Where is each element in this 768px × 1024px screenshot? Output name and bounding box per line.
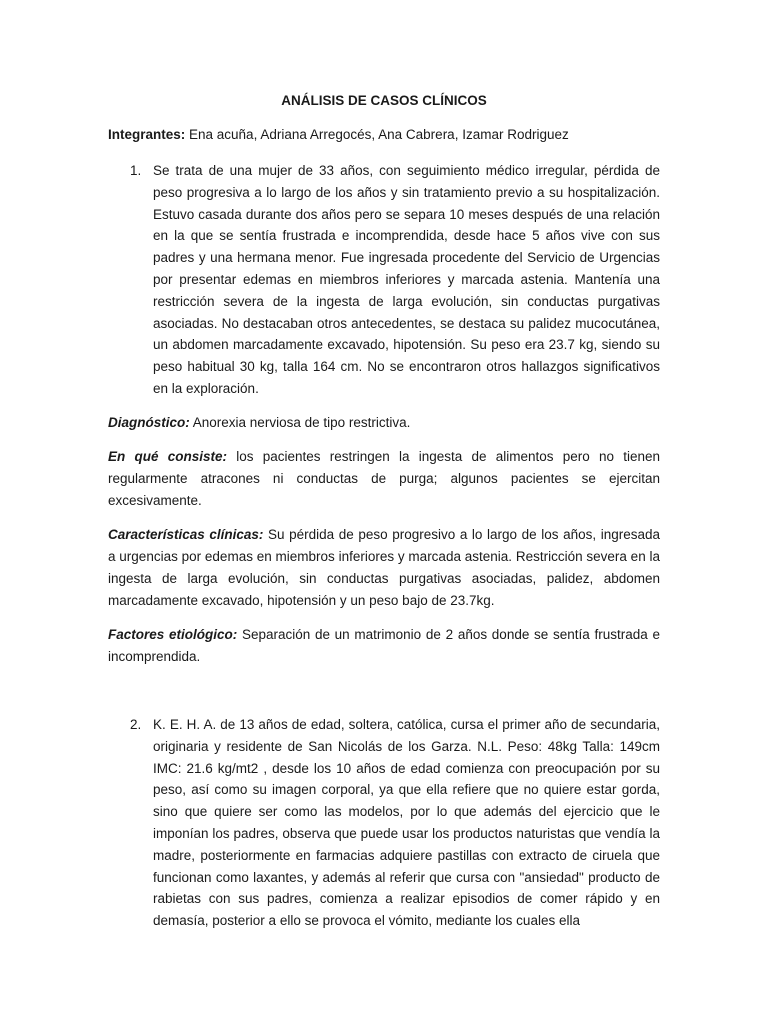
diagnosis-paragraph — [108, 412, 660, 434]
members-line — [108, 127, 569, 142]
etiology-label: Factores etiológico: — [108, 627, 238, 642]
members-label: Integrantes: — [108, 127, 186, 142]
clinical-label: Características clínicas: — [108, 527, 264, 542]
case-2 — [108, 714, 660, 932]
consists-text: los pacientes restringen la ingesta de alimentos pero no tienen regularmente atracones ni conductas de purga; algunos pacientes se ejercitan excesivamente. — [108, 449, 660, 508]
case-1 — [108, 160, 660, 400]
diagnosis-text: Anorexia nerviosa de tipo restrictiva. — [189, 415, 411, 430]
diagnosis-label: Diagnóstico: — [108, 415, 190, 430]
document-title: ANÁLISIS DE CASOS CLÍNICOS — [281, 93, 487, 108]
etiology-paragraph — [108, 624, 660, 668]
case-1-number: 1. — [130, 163, 142, 178]
case-2-text: K. E. H. A. de 13 años de edad, soltera, católica, cursa el primer año de secundaria, originaria y residente de San Nicolás de los Garza. N.L. Peso: 48kg Talla: 149cm IMC: 21.6 kg/mt2 , desde los 10 años de edad comienza con preocupación por su peso, así como su imagen corporal, ya que ella refiere que no quiere estar gorda, sino que quiere ser como las modelos, por lo que además del ejercicio que le imponían los padres, observa que puede usar los productos naturistas que vendía la madre, posteriormente en farmacias adquiere pastillas con extracto de ciruela que funcionan como laxantes, y además al referir que cursa con "ansiedad" producto de rabietas con sus padres, comienza a realizar episodios de comer rápido y en demasía, posterior a ello se provoca el vómito, mediante los cuales ella — [153, 717, 660, 929]
clinical-paragraph — [108, 524, 660, 612]
consists-label: En qué consiste: — [108, 449, 227, 464]
consists-paragraph — [108, 446, 660, 512]
case-2-number: 2. — [130, 717, 142, 732]
etiology-text: Separación de un matrimonio de 2 años donde se sentía frustrada e incomprendida. — [108, 627, 660, 664]
case-1-text: Se trata de una mujer de 33 años, con seguimiento médico irregular, pérdida de peso progresiva a lo largo de los años y sin tratamiento previo a su hospitalización. Estuvo casada durante dos años pero se separa 10 meses después de una relación en la que se sentía frustrada e incomprendida, desde hace 5 años vive con sus padres y una hermana menor. Fue ingresada procedente del Servicio de Urgencias por presentar edemas en miembros inferiores y marcada astenia. Mantenía una restricción severa de la ingesta de larga evolución, sin conductas purgativas asociadas. No destacaban otros antecedentes, se destaca su palidez mucocutánea, un abdomen marcadamente excavado, hipotensión. Su peso era 23.7 kg, siendo su peso habitual 30 kg, talla 164 cm. No se encontraron otros hallazgos significativos en la exploración. — [153, 163, 660, 396]
clinical-text: Su pérdida de peso progresivo a lo largo de los años, ingresada a urgencias por edemas en miembros inferiores y marcada astenia. Restricción severa en la ingesta de larga evolución, sin conductas purgativas asociadas, palidez, abdomen marcadamente excavado, hipotensión y un peso bajo de 23.7kg. — [108, 527, 660, 608]
members-text: Ena acuña, Adriana Arregocés, Ana Cabrera, Izamar Rodriguez — [185, 127, 569, 142]
